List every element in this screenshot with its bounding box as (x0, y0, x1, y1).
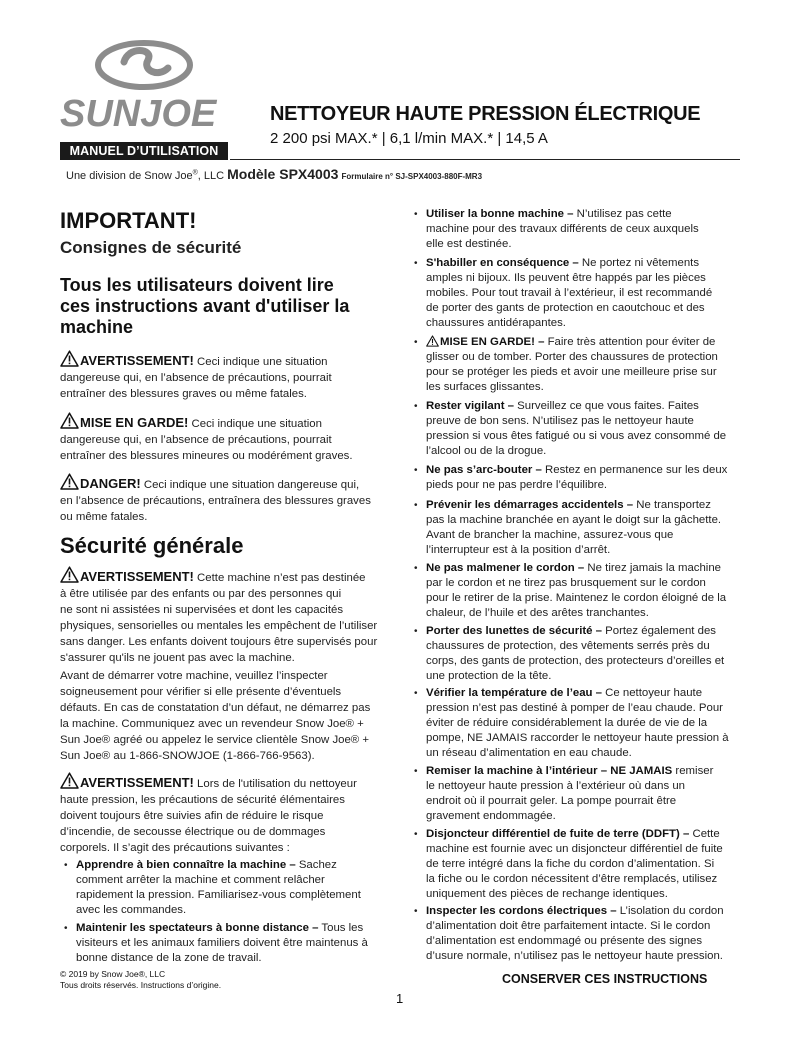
list-item (414, 827, 740, 902)
bullet-dot: • (414, 829, 418, 840)
bullet-dot: • (414, 906, 418, 917)
bullet-dot: • (414, 209, 418, 220)
bullet-text: d’alimentation doit être parfaitement intacte. Si le cordon (426, 920, 711, 932)
bullet-text: Ne portez ni vêtements (578, 257, 700, 269)
bullet-text: corps, des gants de protection, des protecteurs d’oreilles et (426, 655, 725, 667)
warning-text: dangereuse qui, en l’absence de précautions, pourrait (60, 372, 332, 384)
bullet-text: de terre intégré dans la fiche du cordon d’alimentation. Si (426, 858, 715, 870)
warning-text: Cette machine n’est pas destinée (193, 572, 366, 584)
tous-heading (60, 275, 392, 338)
warning-word: AVERTISSEMENT! (80, 569, 194, 584)
tous-line: ces instructions avant d'utiliser la (60, 296, 350, 316)
copyright (60, 969, 221, 991)
warning-triangle-icon (60, 566, 79, 583)
bullet-text: pression n’est pas destiné à pomper de l’eau chaude. Pour (426, 702, 723, 714)
warning-text: dangereuse qui, en l’absence de précautions, pourrait (60, 434, 332, 446)
warning-text: corporels. Il s’agit des précautions suivantes : (60, 842, 290, 854)
page-title: NETTOYEUR HAUTE PRESSION ÉLECTRIQUE (270, 103, 701, 125)
paragraph-line: la machine. Communiquez avec un revendeur Snow Joe® + (60, 718, 364, 730)
bullet-text: par le cordon et ne tirez pas brusquement sur le cordon (426, 577, 706, 589)
bullet-text: Portez également des (602, 625, 716, 637)
title-divider (230, 159, 740, 160)
bullet-title: Rester vigilant – (426, 400, 514, 412)
bullet-text: glisser ou de tomber. Porter des chaussures de protection (426, 351, 718, 363)
list-item (414, 463, 740, 493)
warning-text: Ceci indique une situation dangereuse qui, (140, 479, 360, 491)
bullet-dot: • (414, 563, 418, 574)
spec-subtitle: 2 200 psi MAX.* | 6,1 l/min MAX.* | 14,5 A (270, 130, 548, 147)
bullet-text: Sachez (295, 859, 337, 871)
securite-heading: Sécurité générale (60, 533, 244, 558)
bullet-text: preuve de bon sens. N’utilisez pas le nettoyeur haute (426, 415, 694, 427)
bullet-text: comment arrêter la machine et comment relâcher (76, 874, 325, 886)
warning-text: physiques, sensorielles ou mentales les empêchent de l’utiliser (60, 620, 378, 632)
bullet-title: MISE EN GARDE! – (440, 336, 545, 348)
bullet-text: rapidement la pression. Familiarisez-vous complètement (76, 889, 361, 901)
consignes-heading: Consignes de sécurité (60, 238, 242, 257)
list-item (414, 498, 740, 558)
list-item (414, 335, 740, 395)
warning-triangle-icon (60, 473, 79, 490)
bullet-text: visiteurs et les animaux familiers doivent être maintenus à (76, 937, 368, 949)
bullet-text: endroit où il pourrait geler. La pompe pourrait être (426, 795, 677, 807)
bullet-title: Utiliser la bonne machine – (426, 208, 574, 220)
bullet-text: machine pour des travaux différents de ceux auxquels (426, 223, 699, 235)
division-suffix: , LLC (197, 170, 225, 182)
list-item (64, 858, 392, 918)
list-item (64, 921, 392, 966)
bullet-text: les surfaces glissantes. (426, 381, 544, 393)
warning-text: en l’absence de précautions, entraînera des blessures graves (60, 495, 371, 507)
warning-word: AVERTISSEMENT! (80, 775, 194, 790)
bullet-text: L’isolation du cordon (616, 905, 724, 917)
bullet-text: l’interrupteur est à la position d’arrêt. (426, 544, 611, 556)
brand-wordmark: SUNJOE (60, 93, 217, 135)
bullet-dot: • (414, 465, 418, 476)
bullet-title: Remiser la machine à l’intérieur – NE JAMAIS (426, 765, 673, 777)
list-item (414, 561, 740, 621)
warning-text: Ceci indique une situation (193, 356, 328, 368)
bullet-text: pour le retirer de la prise. Maintenez le cordon éloigné de la (426, 592, 727, 604)
warning-triangle-icon (60, 350, 79, 367)
bullet-text: Ne tirez jamais la machine (584, 562, 722, 574)
list-item (414, 399, 740, 459)
bullet-title: Inspecter les cordons électriques – (426, 905, 617, 917)
division-line (66, 166, 482, 182)
bullet-text: elle est destinée. (426, 238, 512, 250)
manual-label: MANUEL D’UTILISATION (60, 142, 228, 160)
bullet-title: Apprendre à bien connaître la machine – (76, 859, 296, 871)
warning-triangle-icon (60, 772, 79, 789)
bullet-text: mobiles. Pour tout travail à l’extérieur, il est recommandé (426, 287, 713, 299)
bullet-title: Ne pas malmener le cordon – (426, 562, 585, 574)
bullet-title: Disjoncteur différentiel de fuite de terre (DDFT) – (426, 828, 690, 840)
inspection-paragraph (60, 668, 392, 764)
warning-text: Ceci indique une situation (188, 418, 322, 430)
bullet-text: le nettoyeur haute pression à l’extérieur où dans un (426, 780, 685, 792)
warning-text: haute pression, les précautions de sécurité élémentaires (60, 794, 345, 806)
bullet-text: Avant de brancher la machine, assurez-vous que (426, 529, 674, 541)
bullet-text: la fiche ou le cordon nécessitent d’être remplacés, utilisez (426, 873, 718, 885)
bullet-dot: • (414, 258, 418, 269)
bullet-title: Prévenir les démarrages accidentels – (426, 499, 634, 511)
bullet-text: gravement endommagée. (426, 810, 556, 822)
bullet-text: Surveillez ce que vous faites. Faites (514, 400, 699, 412)
warning-word: AVERTISSEMENT! (80, 353, 194, 368)
tous-line: machine (60, 317, 134, 337)
list-item (414, 207, 740, 252)
warning-avertissement (60, 350, 392, 402)
bullet-title: Ne pas s’arc-bouter – (426, 464, 542, 476)
warning-text: ne sont ni assistées ni supervisées et dont les capacités (60, 604, 344, 616)
bullet-text: d’usure normale, n’utilisez pas le nettoyeur haute pression. (426, 950, 723, 962)
list-item (414, 624, 740, 684)
warning-word: DANGER! (80, 476, 141, 491)
bullet-dot: • (64, 860, 68, 871)
bullet-text: éviter de réduire considérablement la durée de vie de la (426, 717, 708, 729)
bullet-dot: • (64, 923, 68, 934)
warning-text: doivent toujours être suivies afin de réduire le risque (60, 810, 324, 822)
bullet-dot: • (414, 401, 418, 412)
bullet-title: Porter des lunettes de sécurité – (426, 625, 602, 637)
warning-text: s'assurer qu'ils ne jouent pas avec la machine. (60, 652, 295, 664)
bullet-text: une protection de la tête. (426, 670, 552, 682)
list-item (414, 256, 740, 331)
bullet-text: Restez en permanence sur les deux (541, 464, 728, 476)
warning-mise-en-garde (60, 412, 392, 464)
bullet-dot: • (414, 626, 418, 637)
warning-text: d’incendie, de secousse électrique ou de dommages (60, 826, 326, 838)
warning-text: Lors de l'utilisation du nettoyeur (193, 778, 357, 790)
model-number: Modèle SPX4003 (227, 166, 339, 182)
bullet-text: Ne transportez (633, 499, 711, 511)
bullet-text: de porter des gants de protection en caoutchouc et des (426, 302, 705, 314)
warning-text: ou même fatales. (60, 511, 148, 523)
bullet-text: N’utilisez pas cette (573, 208, 672, 220)
bullet-text: pas la machine branchée en ayant le doigt sur la gâchette. (426, 514, 722, 526)
bullet-text: Faire très attention pour éviter de (544, 336, 716, 348)
page-number: 1 (396, 991, 404, 1006)
bullet-title: S'habiller en conséquence – (426, 257, 579, 269)
paragraph-line: Sun Joe® au 1-866-SNOWJOE (1-866-766-9563). (60, 750, 315, 762)
bullet-text: remiser (672, 765, 714, 777)
warning-text: à être utilisée par des enfants ou par des personnes qui (60, 588, 342, 600)
warning-text: sans danger. Les enfants doivent toujours être supervisés pour (60, 636, 378, 648)
copyright-line: Tous droits réservés. Instructions d’origine. (60, 980, 222, 990)
bullet-text: chaussures antidérapantes. (426, 317, 566, 329)
bullet-text: d’alimentation est endommagé ou présente des signes (426, 935, 703, 947)
bullet-text: pieds pour ne pas perdre l’équilibre. (426, 479, 608, 491)
bullet-text: uniquement des pièces de rechange identiques. (426, 888, 668, 900)
paragraph-line: soigneusement pour vérifier si elle présente d’éventuels (60, 686, 342, 698)
list-item (414, 904, 740, 964)
warning-danger (60, 473, 392, 525)
warning-triangle-icon (60, 412, 79, 429)
tous-line: Tous les utilisateurs doivent lire (60, 275, 334, 295)
warning-utilisation (60, 772, 392, 856)
bullet-dot: • (414, 688, 418, 699)
warning-word: MISE EN GARDE! (80, 415, 189, 430)
form-number: Formulaire n° SJ-SPX4003-880F-MR3 (341, 172, 483, 181)
bullet-text: pompe, NE JAMAIS raccorder le nettoyeur haute pression à (426, 732, 729, 744)
warning-text: entraîner des blessures graves ou même fatales. (60, 388, 307, 400)
bullet-text: chaleur, de l’huile et des arêtes tranchantes. (426, 607, 649, 619)
bullet-text: chaussures de protection, des vêtements serrés près du (426, 640, 710, 652)
bullet-text: Tous les (318, 922, 364, 934)
registered-mark: ® (192, 169, 198, 177)
bullet-text: pour se protéger les pieds et avoir une meilleure prise sur (426, 366, 717, 378)
division-prefix: Une division de Snow Joe (66, 170, 193, 182)
bullet-text: un réseau d’alimentation en eau chaude. (426, 747, 632, 759)
bullet-title: Vérifier la température de l’eau – (426, 687, 602, 699)
bullet-dot: • (414, 766, 418, 777)
bullet-dot: • (414, 337, 418, 348)
bullet-text: avec les commandes. (76, 904, 187, 916)
bullet-text: Ce nettoyeur haute (602, 687, 703, 699)
sunjoe-logo (60, 40, 236, 135)
conserver-instructions: CONSERVER CES INSTRUCTIONS (502, 972, 708, 986)
warning-triangle-icon (426, 335, 439, 347)
bullet-text: amples ni bijoux. Ils peuvent être happés par les pièces (426, 272, 706, 284)
paragraph-line: défauts. En cas de constatation d’un défaut, ne démarrez pas (60, 702, 371, 714)
important-heading: IMPORTANT! (60, 208, 197, 233)
bullet-title: Maintenir les spectateurs à bonne distance – (76, 922, 319, 934)
list-item (414, 686, 740, 761)
bullet-dot: • (414, 500, 418, 511)
paragraph-line: Avant de démarrer votre machine, veuillez l’inspecter (60, 670, 328, 682)
bullet-text: pression si vous êtes fatigué ou si vous avez consommé de (426, 430, 727, 442)
bullet-text: l’alcool ou de la drogue. (426, 445, 547, 457)
list-item (414, 764, 740, 824)
bullet-text: machine est fournie avec un disjoncteur différentiel de fuite (426, 843, 723, 855)
warning-text: entraîner des blessures mineures ou modérément graves. (60, 450, 353, 462)
bullet-text: bonne distance de la zone de travail. (76, 952, 262, 964)
copyright-line: © 2019 by Snow Joe®, LLC (60, 969, 166, 979)
warning-enfants (60, 566, 392, 666)
paragraph-line: Sun Joe® agréé ou appelez le service clientèle Snow Joe® + (60, 734, 370, 746)
bullet-text: Cette (689, 828, 720, 840)
